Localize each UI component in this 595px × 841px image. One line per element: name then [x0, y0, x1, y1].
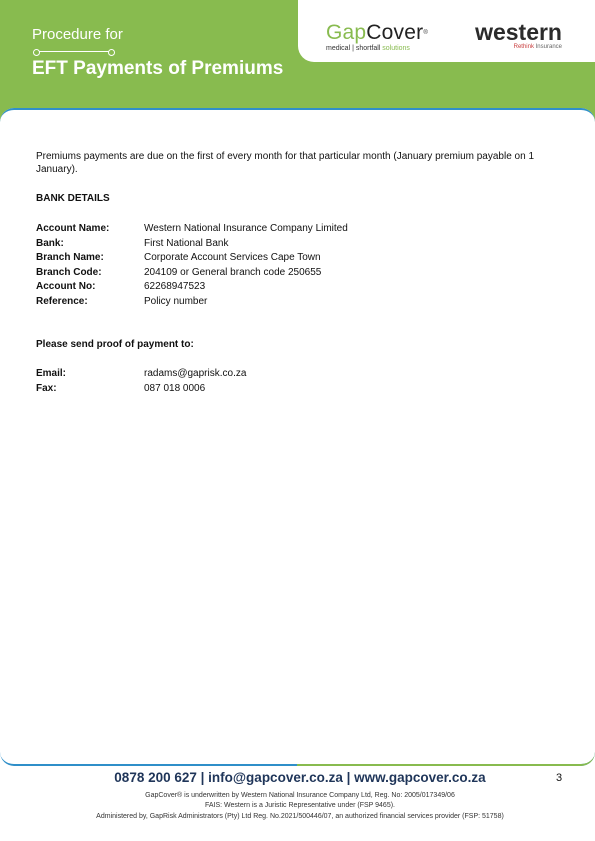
detail-value: 204109 or General branch code 250655 [144, 266, 322, 278]
page-number: 3 [556, 772, 563, 784]
detail-value: Western National Insurance Company Limited [144, 223, 348, 234]
footer-legal-fais: FAIS: Western is a Juristic Representative under (FSP 9465). [205, 802, 395, 809]
footer-legal-underwriter: GapCover® is underwritten by Western National Insurance Company Ltd, Reg. No: 2005/017349/06 [145, 792, 455, 799]
fax-number: 087 018 0006 [144, 382, 206, 394]
gapcover-logo-reg: ® [423, 30, 428, 36]
divider-dot-icon [33, 49, 40, 56]
gapcover-logo-sub: medical | shortfall [326, 45, 381, 52]
page-title: EFT Payments of Premiums [32, 58, 284, 79]
footer-border-green [297, 748, 595, 766]
detail-row [36, 251, 562, 266]
procedure-label: Procedure for [32, 26, 123, 43]
detail-label: Branch Name: [36, 252, 104, 263]
gapcover-logo-sub-green: solutions [382, 45, 410, 52]
document-body [36, 150, 562, 396]
contact-row [36, 382, 562, 397]
detail-label: Account Name: [36, 223, 110, 234]
contact-label: Email: [36, 368, 67, 379]
detail-label: Account No: [36, 281, 96, 292]
detail-row [36, 237, 562, 252]
divider-dot-icon [108, 49, 115, 56]
detail-row [36, 222, 562, 237]
detail-value: Policy number [144, 295, 208, 307]
western-logo-tag-right: Insurance [535, 44, 562, 50]
detail-value: First National Bank [144, 237, 229, 249]
intro-paragraph: Premiums payments are due on the first of every month for that particular month (January premium payable on 1 January). [36, 151, 535, 175]
contact-row [36, 367, 562, 382]
detail-row [36, 280, 562, 295]
detail-label: Reference: [36, 295, 88, 307]
footer-legal-administrator: Administered by, GapRisk Administrators (Pty) Ltd Reg. No.2021/500446/07, an authorized financial services provider (FSP: 51758) [96, 813, 504, 820]
detail-label: Bank: [36, 237, 64, 249]
gapcover-logo [326, 22, 428, 52]
detail-value: 62268947523 [144, 281, 206, 292]
detail-value: Corporate Account Services Cape Town [144, 252, 321, 263]
contact-list [36, 367, 562, 396]
western-logo-tag-left: Rethink [513, 44, 534, 50]
detail-label: Branch Code: [36, 266, 102, 278]
gapcover-logo-gap: Gap [326, 21, 367, 44]
footer-contact-line: 0878 200 627 | info@gapcover.co.za | www.gapcover.co.za [114, 770, 486, 785]
title-divider [36, 51, 112, 52]
detail-row [36, 295, 562, 310]
gapcover-logo-cover: Cover [366, 21, 424, 44]
detail-row [36, 266, 562, 281]
bank-details-list [36, 222, 562, 309]
western-logo [462, 20, 562, 50]
contact-label: Fax: [36, 382, 57, 394]
bank-details-heading: BANK DETAILS [36, 193, 110, 204]
western-logo-word: western [475, 19, 562, 45]
proof-of-payment-heading: Please send proof of payment to: [36, 339, 194, 350]
email-link[interactable]: radams@gaprisk.co.za [144, 368, 247, 379]
